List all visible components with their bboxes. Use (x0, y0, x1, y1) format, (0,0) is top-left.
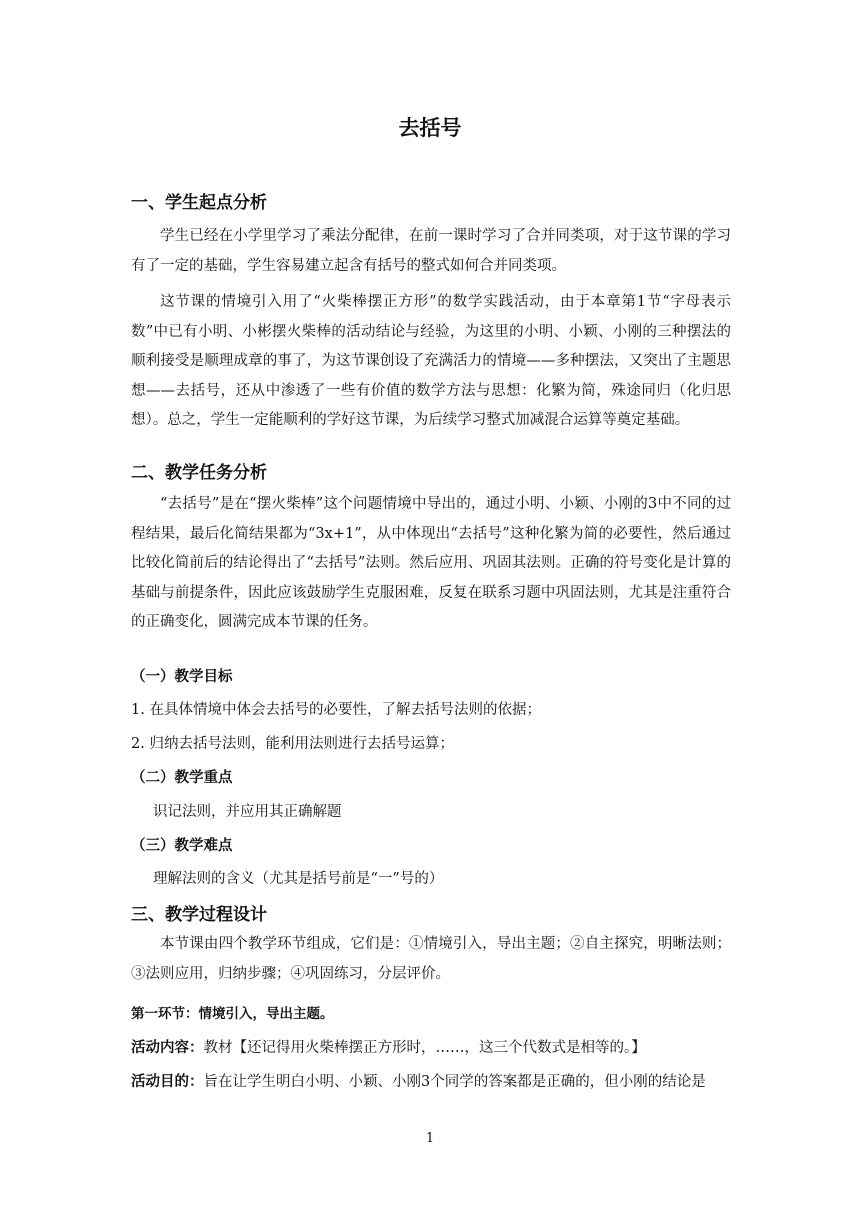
activity-content-text: 教材【还记得用火柴棒摆正方形时，……，这三个代数式是相等的。】 (203, 1040, 646, 1056)
paragraph-process: 本节课由四个教学环节组成，它们是：①情境引入，导出主题；②自主探究，明晰法则；③法则应用，归纳步骤；④巩固练习，分层评价。 (131, 936, 731, 982)
goal-item-2: 2. 归纳去括号法则，能利用法则进行去括号运算； (131, 736, 454, 752)
difficulty-text: 理解法则的含义（尤其是括号前是“一”号的） (153, 871, 444, 887)
paragraph-start-point-1: 学生已经在小学里学习了乘法分配律，在前一课时学习了合并同类项，对于这节课的学习有了一定的基础，学生容易建立起含有括号的整式如何合并同类项。 (131, 228, 731, 274)
section-heading-start-point: 一、学生起点分析 (131, 193, 267, 213)
activity-purpose-label: 活动目的： (131, 1074, 204, 1090)
activity-purpose-text: 旨在让学生明白小明、小颖、小刚3个同学的答案都是正确的，但小刚的结论是 (203, 1074, 706, 1090)
activity-content-label: 活动内容： (131, 1040, 204, 1056)
step-1-heading: 第一环节：情境引入，导出主题。 (131, 1006, 334, 1022)
subheading-goals: （一）教学目标 (131, 669, 233, 685)
page-title: 去括号 (398, 116, 462, 140)
key-point-text: 识记法则，并应用其正确解题 (153, 804, 342, 820)
section-heading-process: 三、教学过程设计 (131, 905, 267, 925)
subheading-key-point: （二）教学重点 (131, 770, 233, 786)
activity-content-line (131, 1036, 646, 1057)
activity-purpose-line (131, 1070, 706, 1091)
goal-item-1: 1. 在具体情境中体会去括号的必要性，了解去括号法则的依据； (131, 702, 541, 718)
paragraph-task-analysis: “去括号”是在“摆火柴棒”这个问题情境中导出的，通过小明、小颖、小刚的3中不同的过程结果，最后化简结果都为“3x+1”，从中体现出“去括号”这种化繁为简的必要性，然后通过比较化简前后的结论得出了“去括号”法则。然后应用、巩固其法则。正确的符号变化是计算的基础与前提条件，因此应该鼓励学生克服困难，反复在联系习题中巩固法则，尤其是注重符合的正确变化，圆满完成本节课的任务。 (131, 496, 731, 631)
section-heading-task-analysis: 二、教学任务分析 (131, 463, 267, 483)
page-number: 1 (425, 1131, 435, 1146)
paragraph-start-point-2: 这节课的情境引入用了“火柴棒摆正方形”的数学实践活动，由于本章第1节“字母表示数”中已有小明、小彬摆火柴棒的活动结论与经验，为这里的小明、小颖、小刚的三种摆法的顺利接受是顺理成章的事了，为这节课创设了充满活力的情境——多种摆法，又突出了主题思想——去括号，还从中渗透了一些有价值的数学方法与思想：化繁为简，殊途同归（化归思想）。总之，学生一定能顺利的学好这节课，为后续学习整式加减混合运算等奠定基础。 (131, 294, 731, 429)
subheading-difficulty: （三）教学难点 (131, 838, 233, 854)
